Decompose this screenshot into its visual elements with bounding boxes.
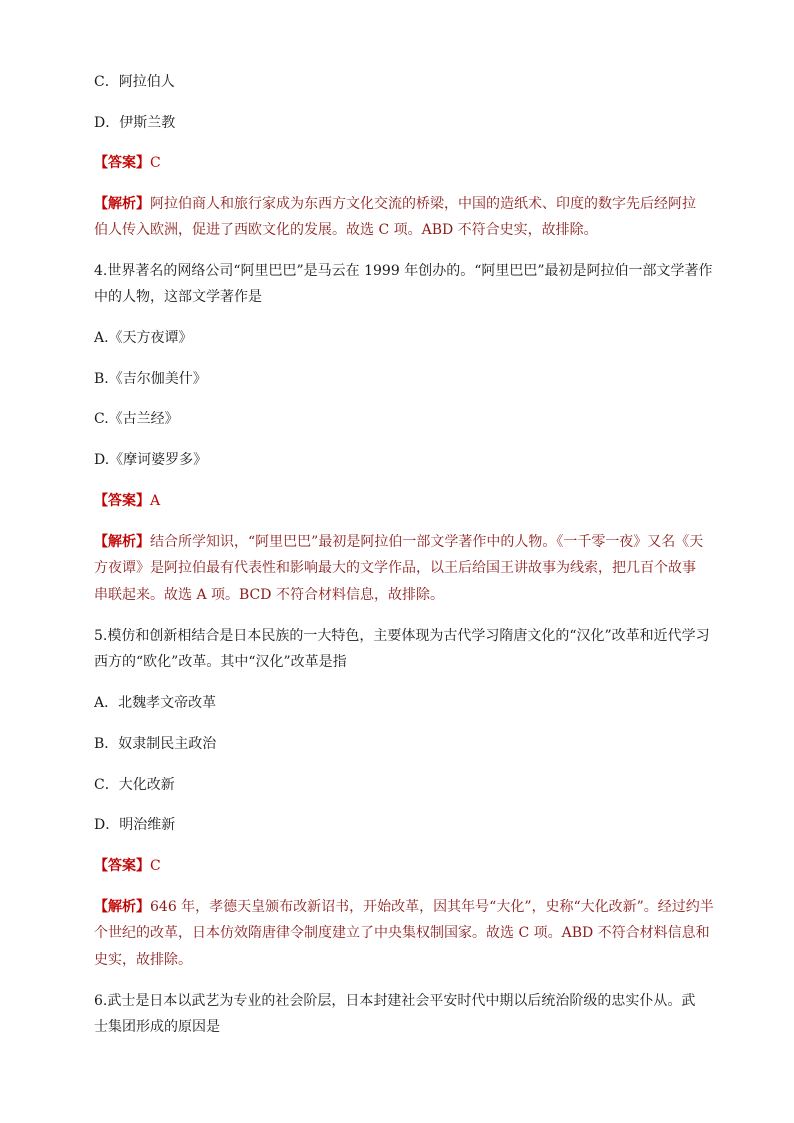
answer-line xyxy=(94,853,714,879)
option-c: C．大化改新 xyxy=(94,777,175,793)
explanation-tag: 【解析】 xyxy=(94,196,150,212)
explanation-text: 史实，故排除。 xyxy=(94,952,192,968)
answer-tag: 【答案】 xyxy=(94,858,150,874)
explanation-text: 646 年，孝德天皇颁布改新诏书，开始改革，因其年号“大化”，史称“大化改新”。经过约半 xyxy=(150,899,714,915)
explanation-tag: 【解析】 xyxy=(94,534,150,550)
explanation-line xyxy=(94,529,714,555)
answer-tag: 【答案】 xyxy=(94,155,150,171)
option-d: D.《摩诃婆罗多》 xyxy=(94,452,208,468)
option-d: D．明治维新 xyxy=(94,817,176,833)
option-c: C.《古兰经》 xyxy=(94,411,179,427)
question-6-stem: 6.武士是日本以武艺为专业的社会阶层，日本封建社会平安时代中期以后统治阶级的忠实仆从。武 xyxy=(94,993,696,1009)
explanation-text: 阿拉伯商人和旅行家成为东西方文化交流的桥梁，中国的造纸术、印度的数字先后经阿拉 xyxy=(150,196,696,212)
explanation-line xyxy=(94,191,714,217)
option-b: B．奴隶制民主政治 xyxy=(94,736,217,752)
answer-value: C xyxy=(150,858,161,874)
option-a: A．北魏孝文帝改革 xyxy=(94,695,217,711)
question-5-stem: 5.模仿和创新相结合是日本民族的一大特色，主要体现为古代学习隋唐文化的“汉化”改革和近代学习 xyxy=(94,628,710,644)
answer-line xyxy=(94,488,714,514)
option-d: D．伊斯兰教 xyxy=(94,115,176,131)
explanation-text: 个世纪的改革，日本仿效隋唐律令制度建立了中央集权制国家。故选 C 项。ABD 不符合材料信息和 xyxy=(94,925,710,941)
question-5-stem: 西方的“欧化”改革。其中“汉化”改革是指 xyxy=(94,654,347,670)
answer-value: A xyxy=(150,493,161,509)
answer-line xyxy=(94,150,714,176)
question-4-stem: 中的人物，这部文学著作是 xyxy=(94,289,262,305)
question-4-stem: 4.世界著名的网络公司“阿里巴巴”是马云在 1999 年创办的。“阿里巴巴”最初是阿拉伯一部文学著作 xyxy=(94,263,713,279)
option-a: A.《天方夜谭》 xyxy=(94,330,193,346)
answer-tag: 【答案】 xyxy=(94,493,150,509)
explanation-text: 结合所学知识，“阿里巴巴”最初是阿拉伯一部文学著作中的人物。《一千零一夜》又名《天 xyxy=(150,534,704,550)
explanation-text: 方夜谭》是阿拉伯最有代表性和影响最大的文学作品，以王后给国王讲故事为线索，把几百个故事 xyxy=(94,560,696,576)
explanation-line xyxy=(94,894,714,920)
option-c: C．阿拉伯人 xyxy=(94,74,175,90)
question-6-stem: 士集团形成的原因是 xyxy=(94,1019,220,1035)
answer-value: C xyxy=(150,155,161,171)
explanation-tag: 【解析】 xyxy=(94,899,150,915)
explanation-text: 伯人传入欧洲，促进了西欧文化的发展。故选 C 项。ABD 不符合史实，故排除。 xyxy=(94,222,598,238)
option-b: B.《吉尔伽美什》 xyxy=(94,371,207,387)
explanation-text: 串联起来。故选 A 项。BCD 不符合材料信息，故排除。 xyxy=(94,587,444,603)
